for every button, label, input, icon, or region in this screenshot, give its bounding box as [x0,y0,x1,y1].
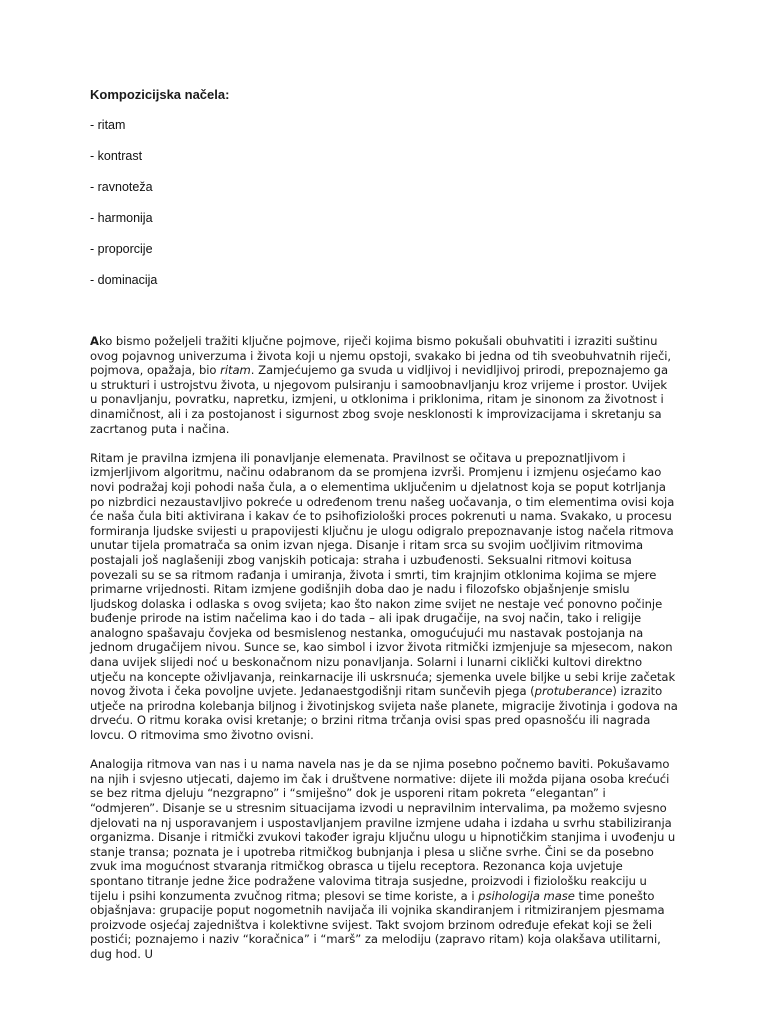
p2-italic: protuberance [534,684,613,699]
p1-text-1: ko bismo poželjeli tražiti ključne pojmove, riječi kojima bismo pokušali obuhvatiti i izraziti suštinu ovog pojavnog univerzuma i života koji u njemu opstoji, svakako bi jedna od tih sveobuhvatnih riječi, pojmova, opažaja, bio [90,334,672,378]
p3-text-1: Analogija ritmova van nas i u nama navela nas je da se njima posebno počnemo baviti. Pokušavamo na njih i svjesno utjecati, dajemo im čak i društvene normative: dijete ili možda pijana osoba krećući se bez ritma djeluju “nezgrapno” i “smiješno” dok je usporeni ritam pokreta “elegantan” i “odmjeren”. Disanje se u stresnim situacijama izvodi u nepravilnim intervalima, pa možemo svjesno djelovati na nj usporavanjem i uspostavljanjem pravilne izmjene udaha i izdaha u svrhu stabiliziranja organizma. Disanje i ritmički zvukovi također igraju ključnu ulogu u hipnotičkim stanjima i uvođenju u stanje transa; poznata je i upotreba ritmičkog bubnjanja i plesa u slične svrhe. Čini se da posebno zvuk ima mogućnost stvaranja ritmičkog obrasca u tijelu receptora. Rezonanca koja uvjetuje spontano titranje jedne žice podražene valovima titraja susjedne, proizvodi i fiziološku reakciju u tijelu i psihi konzumenta zvučnog ritma; plesovi se time koriste, a i [90,757,676,903]
list-item: - proporcije [90,242,153,256]
paragraph-2 [90,451,678,743]
paragraph-3 [90,757,678,961]
list-item: - ravnoteža [90,180,153,194]
paragraph-1 [90,334,678,436]
principles-list [90,117,678,289]
list-item: - ritam [90,118,126,132]
list-item: - dominacija [90,273,158,287]
p3-italic: psihologija mase [478,888,575,903]
p3-text-2: time ponešto objašnjava: grupacije poput nogometnih navijača ili vojnika skandiranjem i ritmiziranjem pjesmama proizvode osjećaj zajedništva i kolektivne svijest. Takt svojom brzinom određuje efekat koji se želi postići; poznajemo i naziv “koračnica” i “marš” za melodiju (zapravo ritam) koja olakšava utilitarni, dug hod. U [90,888,665,961]
p2-text-1: Ritam je pravilna izmjena ili ponavljanje elemenata. Pravilnost se očitava u prepoznatljivom i izmjerljivom algoritmu, načinu odabranom da se promjena izvrši. Promjenu i izmjenu osjećamo kao novi podražaj koji pohodi naša čula, a o elementima uključenim u djelatnost koja se poput kotrljanja po nizbrdici nezaustavljivo pokreće u određenom trenu našeg uočavanja, o tim elementima ovisi koja će naša čula biti aktivirana i kakav će to psihofiziološki proces pokrenuti u nama. Svakako, u procesu formiranja ljudske svijesti u prapovijesti ključnu je ulogu odigralo prepoznavanje istog načela ritmova unutar tijela promatrača sa onim izvan njega. Disanje i ritam srca su svojim uočljivim ritmovima postajali još naglašeniji zbog vanjskih poticaja: straha i uzbuđenosti. Seksualni ritmovi koitusa povezali su se sa ritmom rađanja i umiranja, života i smrti, tim krajnjim otklonima kojima se mjere primarne vrijednosti. Ritam izmjene godišnjih doba dao je nadu i filozofsko objašnjenje smislu ljudskog dolaska i odlaska s ovog svijeta; kao što nakon zime svijet ne nestaje već ponovno počinje buđenje prirode na istim načelima kao i do tada – ali ipak drugačije, na svoj način, tako i religije analogno spašavaju čovjeka od besmislenog nestanka, omogućujući mu nastavak postojanja na jednom drugačijem nivou. Sunce se, kao simbol i izvor života ritmički izmjenjuje sa mjesecom, nakon dana uvijek slijedi noć u beskonačnom nizu ponavljanja. Solarni i lunarni ciklički kultovi direktno utječu na koncepte oživljavanja, reinkarnacije ili uskrsnuća; sjemenka uvele biljke u sebi krije začetak novog života i čeka povoljne uvjete. Jedanaestgodišnji ritam sunčevih pjega ( [90,450,676,699]
body-text [90,334,678,976]
p1-text-2: . Zamjećujemo ga svuda u vidljivoj i nevidljivoj prirodi, prepoznajemo ga u strukturi i ustrojstvu života, u njegovom pulsiranju i samoobnavljanju kroz vrijeme i prostor. Uvijek u ponavljanju, povratku, napretku, izmjeni, u otklonima i priklonima, ritam je sinonom za životnost i dinamičnost, ali i za postojanost i sigurnost zbog svoje nesklonosti k improvizacijama i skretanju sa zacrtanog puta i načina. [90,363,669,436]
p2-text-2: ) izrazito utječe na prirodna kolebanja biljnog i životinjskog svijeta naše planete, migracije životinja i godova na drveću. O ritmu koraka ovisi kretanje; o brzini ritma trčanja ovisi spas pred opasnošću ili nagrada lovcu. O ritmovima smo životno ovisni. [90,684,678,743]
p1-italic: ritam [220,363,251,378]
first-letter: A [90,334,99,348]
list-item: - kontrast [90,149,143,163]
document-heading: Kompozicijska načela: [90,87,230,102]
list-item: - harmonija [90,211,153,225]
